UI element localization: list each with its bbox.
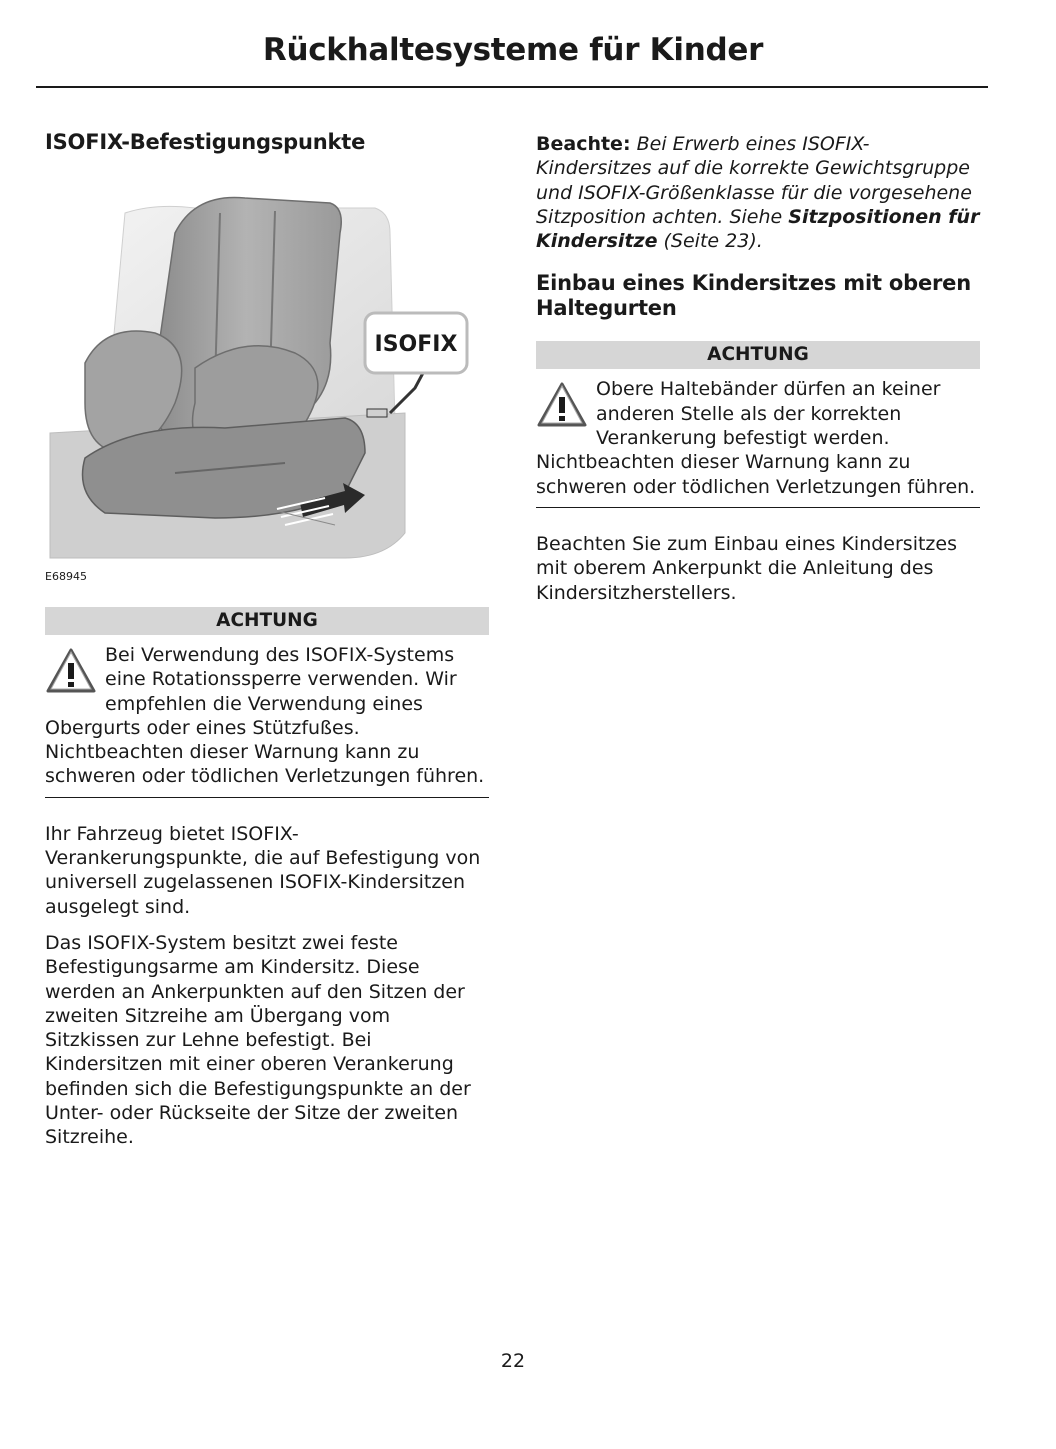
right-column bbox=[536, 132, 980, 605]
warning-content bbox=[536, 377, 980, 507]
paragraph-1: Ihr Fahrzeug bietet ISOFIX-Verankerungspunkte, die auf Befestigung von universell zugelassenen ISOFIX-Kindersitzen ausgelegt sind. bbox=[45, 822, 481, 918]
warning-box-right bbox=[536, 341, 980, 507]
warning-triangle-icon bbox=[536, 380, 588, 430]
warning-text: Bei Verwendung des ISOFIX-Systems eine Rotationssperre verwenden. Wir empfehlen die Verwendung eines Obergurts oder eines Stützfußes. Nichtbeachten dieser Warnung kann zu schweren oder tödlichen Verletzungen führen. bbox=[45, 644, 485, 788]
left-column bbox=[45, 130, 489, 1150]
warning-header: ACHTUNG bbox=[536, 341, 980, 369]
title-divider bbox=[36, 86, 988, 88]
warning-header: ACHTUNG bbox=[45, 607, 489, 635]
section-heading-isofix: ISOFIX-Befestigungspunkte bbox=[45, 130, 366, 154]
warning-content bbox=[45, 643, 489, 798]
warning-text: Obere Haltebänder dürfen an keiner anderen Stelle als der korrekten Verankerung befestigt werden. Nichtbeachten dieser Warnung kann zu schweren oder tödlichen Verletzungen führen. bbox=[536, 378, 976, 498]
note-label: Beachte: bbox=[536, 133, 631, 155]
page-number: 22 bbox=[500, 1350, 526, 1372]
page-title: Rückhaltesysteme für Kinder bbox=[262, 32, 764, 68]
figure-id: E68945 bbox=[45, 570, 87, 583]
child-seat-illustration bbox=[45, 173, 489, 573]
note-paragraph bbox=[536, 132, 980, 253]
note-suffix: (Seite 23). bbox=[663, 230, 763, 253]
isofix-illustration bbox=[45, 173, 489, 593]
section-heading-tether: Einbau eines Kindersitzes mit oberen Haltegurten bbox=[536, 271, 971, 321]
paragraph-3: Beachten Sie zum Einbau eines Kindersitzes mit oberem Ankerpunkt die Anleitung des Kindersitzherstellers. bbox=[536, 532, 957, 604]
note-text: Bei Erwerb eines ISOFIX-Kindersitzes auf die korrekte Gewichtsgruppe und ISOFIX-Größenklasse für die vorgesehene Sitzposition achten. Siehe bbox=[536, 133, 972, 228]
isofix-label: ISOFIX bbox=[374, 332, 458, 357]
warning-triangle-icon bbox=[45, 646, 97, 696]
paragraph-2: Das ISOFIX-System besitzt zwei feste Befestigungsarme am Kindersitz. Diese werden an Ankerpunkten auf den Sitzen der zweiten Sitzreihe am Übergang vom Sitzkissen zur Lehne befestigt. Bei Kindersitzen mit einer oberen Verankerung befinden sich die Befestigungspunkte an der Unter- oder Rückseite der Sitze der zweiten Sitzreihe. bbox=[45, 931, 471, 1149]
warning-box-left bbox=[45, 607, 489, 798]
cross-reference-link[interactable]: Sitzpositionen für Kindersitze bbox=[536, 205, 980, 253]
